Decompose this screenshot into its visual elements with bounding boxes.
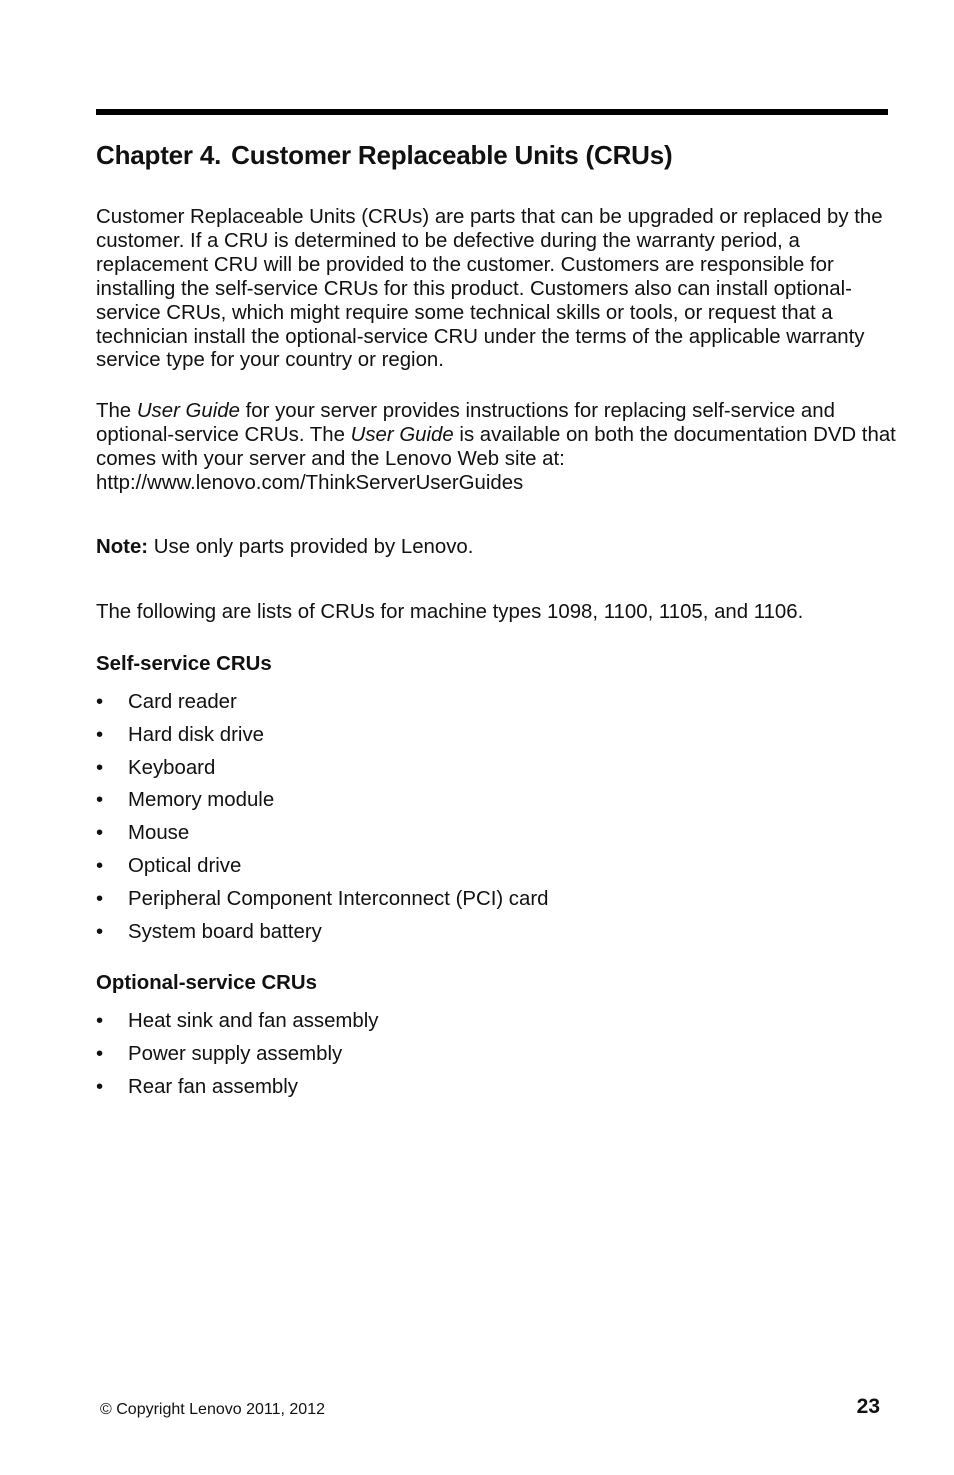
- list-item-text: Rear fan assembly: [128, 1075, 298, 1098]
- list-item-text: Optical drive: [128, 854, 242, 877]
- guide-italic-2: User Guide: [350, 423, 454, 446]
- bullet-icon: •: [96, 920, 104, 943]
- copyright-notice: © Copyright Lenovo 2011, 2012: [100, 1401, 325, 1418]
- list-item: [96, 723, 548, 756]
- guide-text-3: is available on both the documentation DVD that comes with your server and the Lenovo Web site at:: [96, 423, 896, 470]
- optional-service-heading: Optional-service CRUs: [96, 972, 317, 994]
- bullet-icon: •: [96, 887, 104, 910]
- bullet-icon: •: [96, 822, 104, 845]
- chapter-top-rule: [96, 109, 888, 115]
- page-number: 23: [856, 1395, 880, 1418]
- list-item: [96, 887, 548, 920]
- bullet-icon: •: [96, 691, 104, 713]
- list-item: [96, 854, 548, 887]
- list-item-text: Card reader: [128, 691, 237, 713]
- bullet-icon: •: [96, 1010, 104, 1032]
- note-text: Use only parts provided by Lenovo.: [153, 536, 474, 558]
- optional-service-list: [96, 1009, 378, 1107]
- bullet-icon: •: [96, 723, 104, 746]
- chapter-title: [96, 140, 672, 171]
- list-item-text: Heat sink and fan assembly: [128, 1010, 379, 1032]
- list-item-text: Mouse: [128, 822, 190, 845]
- chapter-number-label: Chapter 4.: [96, 140, 222, 170]
- user-guides-url: http://www.lenovo.com/ThinkServerUserGuides: [96, 471, 524, 494]
- list-item-text: Peripheral Component Interconnect (PCI) card: [128, 887, 549, 910]
- list-item: [96, 1009, 378, 1042]
- chapter-title-text: Customer Replaceable Units (CRUs): [231, 140, 673, 170]
- user-guide-paragraph: [96, 400, 896, 496]
- document-page: [96, 0, 896, 1475]
- bullet-icon: •: [96, 1075, 104, 1098]
- machine-types-paragraph: The following are lists of CRUs for machine types 1098, 1100, 1105, and 1106.: [96, 601, 804, 623]
- note-label: Note:: [96, 536, 149, 558]
- list-item-text: Memory module: [128, 789, 275, 812]
- guide-italic-1: User Guide: [136, 400, 240, 422]
- guide-text-2: for your server provides instructions for replacing self-service and optional-service CRUs. The: [96, 400, 835, 446]
- list-item: [96, 920, 548, 953]
- list-item-text: Keyboard: [128, 756, 216, 779]
- bullet-icon: •: [96, 789, 104, 812]
- note-paragraph: [96, 536, 896, 560]
- bullet-icon: •: [96, 756, 104, 779]
- self-service-heading: Self-service CRUs: [96, 653, 272, 675]
- list-item: [96, 1042, 378, 1075]
- list-item: [96, 788, 548, 821]
- bullet-icon: •: [96, 1042, 104, 1065]
- list-item-text: Power supply assembly: [128, 1042, 343, 1065]
- list-item: [96, 756, 548, 789]
- list-item: [96, 690, 548, 723]
- list-item: [96, 1075, 378, 1108]
- intro-paragraph: Customer Replaceable Units (CRUs) are parts that can be upgraded or replaced by the customer. If a CRU is determined to be defective during the warranty period, a replacement CRU will be provided to the customer. Customers are responsible for installing the self-service CRUs for this product. Customers also can install optional-service CRUs, which might require some technical skills or tools, or request that a technician install the optional-service CRU under the terms of the applicable warranty service type for your country or region.: [96, 206, 883, 372]
- list-item-text: Hard disk drive: [128, 723, 264, 746]
- list-item-text: System board battery: [128, 920, 322, 943]
- bullet-icon: •: [96, 854, 104, 877]
- self-service-list: [96, 690, 548, 952]
- list-item: [96, 821, 548, 854]
- guide-text-1: The: [96, 400, 137, 422]
